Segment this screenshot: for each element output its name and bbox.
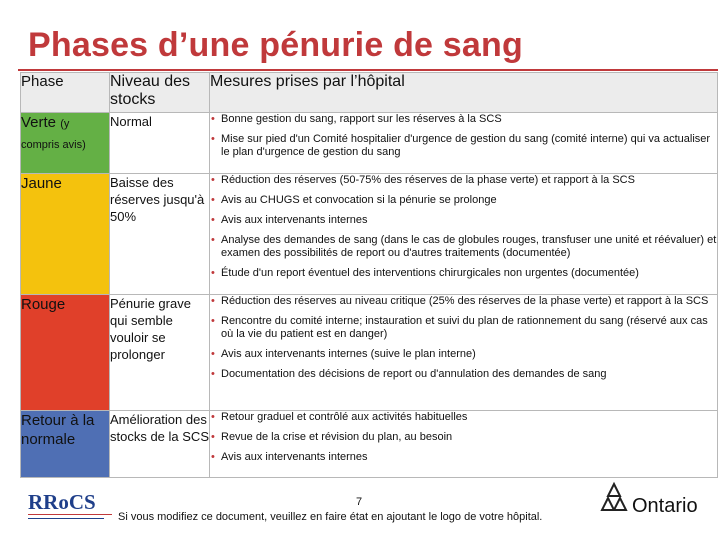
- rrocs-logo: [26, 487, 114, 527]
- measure-item: • Retour graduel et contrôlé aux activités habituelles: [210, 411, 717, 424]
- measure-item: • Analyse des demandes de sang (dans le cas de globules rouges, transfuser une unité et réévaluer) et examen des possibilités de report ou d'autres traitements (documentée): [210, 234, 717, 260]
- level-cell: Pénurie grave qui semble vouloir se prolonger: [110, 295, 210, 411]
- header-phase: Phase: [21, 73, 110, 113]
- measure-item: • Réduction des réserves au niveau critique (25% des réserves de la phase verte) et rapport à la SCS: [210, 295, 717, 308]
- phase-green-cell: [21, 113, 110, 174]
- table-row: [21, 295, 718, 411]
- table-row: [21, 411, 718, 478]
- ontario-logo-text: Ontario: [632, 495, 698, 517]
- measures-cell: [210, 174, 718, 295]
- rrocs-logo-text: RRoCS: [28, 490, 96, 514]
- measure-item: • Avis aux intervenants internes: [210, 451, 717, 464]
- measure-item: • Étude d'un report éventuel des interventions chirurgicales non urgentes (documentée): [210, 267, 717, 280]
- phase-yellow-cell: Jaune: [21, 174, 110, 295]
- measure-item: • Mise sur pied d'un Comité hospitalier d'urgence de gestion du sang (comité interne) qui va actualiser le plan d'urgence de gestion du sang: [210, 133, 717, 159]
- level-cell: Baisse des réserves jusqu'à 50%: [110, 174, 210, 295]
- table-row: [21, 113, 718, 174]
- measure-item: • Avis au CHUGS et convocation si la pénurie se prolonge: [210, 194, 717, 207]
- trillium-icon: [602, 484, 626, 510]
- header-level: Niveau des stocks: [110, 73, 210, 113]
- title-divider: [18, 69, 718, 71]
- measure-item: • Avis aux intervenants internes (suive le plan interne): [210, 348, 717, 361]
- measure-item: • Bonne gestion du sang, rapport sur les réserves à la SCS: [210, 113, 717, 126]
- ontario-logo: [598, 480, 708, 520]
- phase-blue-cell: Retour à la normale: [21, 411, 110, 478]
- phase-green-note: (y compris avis): [21, 118, 86, 151]
- phase-red-cell: Rouge: [21, 295, 110, 411]
- table-row: [21, 174, 718, 295]
- phases-table: [20, 72, 718, 478]
- footer-note: Si vous modifiez ce document, veuillez en faire état en ajoutant le logo de votre hôpital.: [118, 511, 543, 523]
- measure-item: • Revue de la crise et révision du plan, au besoin: [210, 431, 717, 444]
- measure-item: • Documentation des décisions de report ou d'annulation des demandes de sang: [210, 368, 717, 381]
- measure-item: • Réduction des réserves (50-75% des réserves de la phase verte) et rapport à la SCS: [210, 174, 717, 187]
- table-header-row: [21, 73, 718, 113]
- page-title: Phases d’une pénurie de sang: [28, 26, 523, 64]
- phase-green-label: Verte: [21, 114, 57, 131]
- level-cell: Normal: [110, 113, 210, 174]
- measures-cell: [210, 411, 718, 478]
- header-measures: Mesures prises par l’hôpital: [210, 73, 718, 113]
- measure-item: • Avis aux intervenants internes: [210, 214, 717, 227]
- measures-cell: [210, 113, 718, 174]
- page-number: 7: [356, 496, 363, 508]
- measure-item: • Rencontre du comité interne; instauration et suivi du plan de rationnement du sang (réservé aux cas où la vie du patient est en danger): [210, 315, 717, 341]
- measures-cell: [210, 295, 718, 411]
- level-cell: Amélioration des stocks de la SCS: [110, 411, 210, 478]
